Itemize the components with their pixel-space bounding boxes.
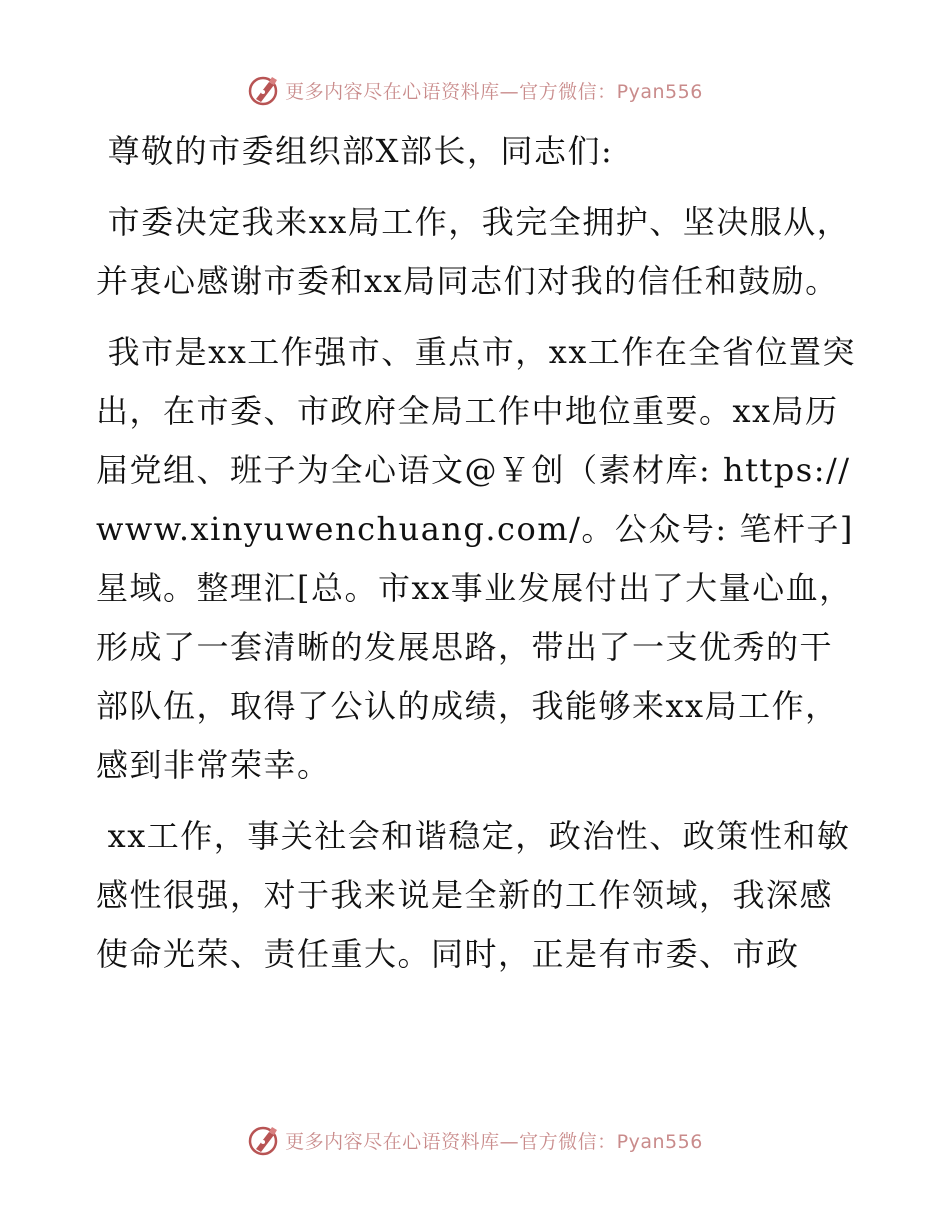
pen-nib-logo-icon (247, 73, 281, 107)
document-body (96, 122, 866, 996)
paragraph: 我市是xx工作强市、重点市，xx工作在全省位置突出，在市委、市政府全局工作中地位重要。xx局历届党组、班子为全心语文@￥创（素材库: https://www.xinyuwenchuang.com/。公众号: 笔杆子]星域。整理汇[总。市xx事业发展付出了大量心血，形成了一套清晰的发展思路，带出了一支优秀的干部队伍，取得了公认的成绩，我能够来xx局工作，感到非常荣幸。 (96, 333, 856, 784)
watermark-text: 更多内容尽在心语资料库—官方微信：Pyan556 (285, 1130, 703, 1153)
watermark-text: 更多内容尽在心语资料库—官方微信：Pyan556 (285, 80, 703, 103)
paragraph: xx工作，事关社会和谐稳定，政治性、政策性和敏感性很强，对于我来说是全新的工作领域，我深感使命光荣、责任重大。同时，正是有市委、市政 (96, 817, 851, 973)
greeting-line: 尊敬的市委组织部X部长，同志们: (96, 132, 614, 170)
watermark-footer (0, 1120, 950, 1160)
paragraph: 市委决定我来xx局工作，我完全拥护、坚决服从，并衷心感谢市委和xx局同志们对我的信任和鼓励。 (96, 203, 851, 300)
pen-nib-logo-icon (247, 1123, 281, 1157)
watermark-header (0, 70, 950, 110)
